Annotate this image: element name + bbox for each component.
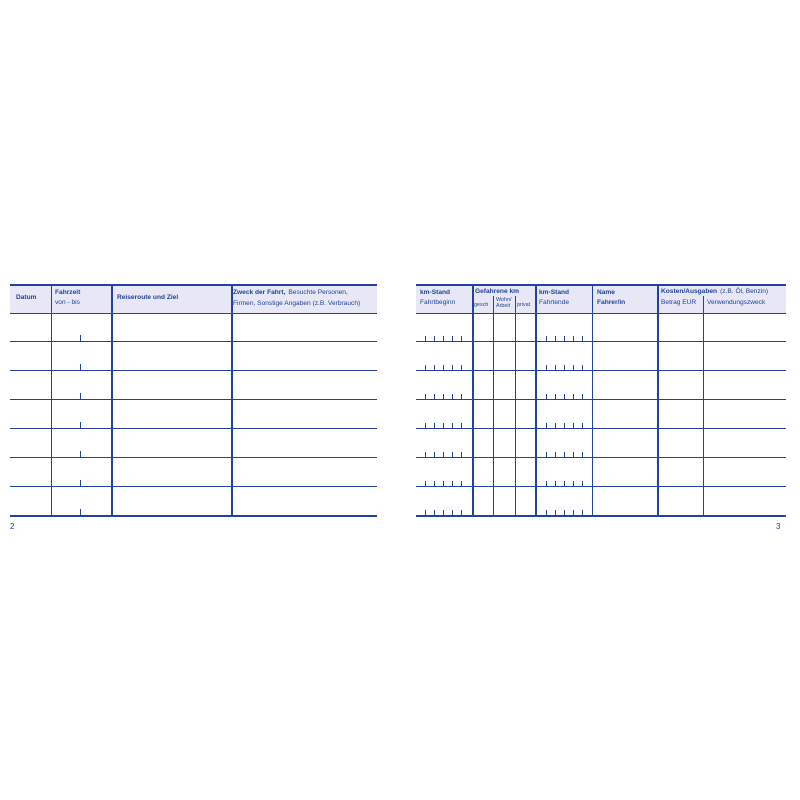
header-gefahrene-km: Gefahrene km <box>475 288 519 295</box>
table-row <box>10 342 377 371</box>
header-arbeit: Arbeit <box>496 303 511 309</box>
header-fahrzeit-sub: von - bis <box>55 299 80 306</box>
km-end-digit-tick <box>555 336 556 341</box>
header-zweck-detail: Besuchte Personen, <box>288 289 348 296</box>
km-end-digit-tick <box>573 510 574 515</box>
km-end-digit-tick <box>573 423 574 428</box>
fahrzeit-divider-tick <box>80 335 81 341</box>
km-start-digit-tick <box>425 510 426 515</box>
km-end-digit-tick <box>546 365 547 370</box>
header-zweck-title: Zweck der Fahrt, <box>233 289 286 296</box>
km-end-digit-tick <box>582 336 583 341</box>
km-start-digit-tick <box>443 423 444 428</box>
km-end-digit-tick <box>573 336 574 341</box>
header-kosten <box>661 288 768 296</box>
km-start-digit-tick <box>434 394 435 399</box>
km-start-digit-tick <box>461 452 462 457</box>
km-start-digit-tick <box>461 510 462 515</box>
km-end-digit-tick <box>582 423 583 428</box>
column-divider <box>657 284 659 517</box>
km-end-digit-tick <box>555 510 556 515</box>
right-page <box>400 0 800 800</box>
header-reiseroute: Reiseroute und Ziel <box>117 294 179 301</box>
km-end-digit-tick <box>564 510 565 515</box>
km-end-digit-tick <box>555 394 556 399</box>
km-end-digit-tick <box>564 423 565 428</box>
header-kosten-detail: (z.B. Öl, Benzin) <box>720 288 769 295</box>
km-start-digit-tick <box>461 336 462 341</box>
table-row <box>10 429 377 458</box>
km-start-digit-tick <box>425 365 426 370</box>
km-start-digit-tick <box>425 394 426 399</box>
header-km-end-sub: Fahrtende <box>539 299 570 306</box>
km-start-digit-tick <box>461 481 462 486</box>
km-start-digit-tick <box>443 481 444 486</box>
fahrzeit-divider-tick <box>80 509 81 515</box>
km-start-digit-tick <box>434 510 435 515</box>
header-km-start: km-Stand <box>420 289 451 296</box>
header-fahrzeit: Fahrzeit <box>55 289 81 296</box>
km-start-digit-tick <box>443 336 444 341</box>
km-start-digit-tick <box>425 481 426 486</box>
km-end-digit-tick <box>564 452 565 457</box>
km-start-digit-tick <box>452 394 453 399</box>
km-start-digit-tick <box>434 423 435 428</box>
page-number: 2 <box>10 522 15 531</box>
column-divider <box>472 284 474 517</box>
fahrzeit-divider-tick <box>80 393 81 399</box>
km-end-digit-tick <box>546 423 547 428</box>
fahrzeit-divider-tick <box>80 364 81 370</box>
km-end-digit-tick <box>564 481 565 486</box>
km-start-digit-tick <box>452 481 453 486</box>
km-end-digit-tick <box>582 481 583 486</box>
header-km-end: km-Stand <box>539 289 570 296</box>
km-start-digit-tick <box>425 423 426 428</box>
km-start-digit-tick <box>443 510 444 515</box>
page-number: 3 <box>776 522 781 531</box>
header-datum: Datum <box>16 294 37 301</box>
km-start-digit-tick <box>443 394 444 399</box>
km-end-digit-tick <box>546 510 547 515</box>
header-gesch: gesch <box>474 302 489 308</box>
km-end-digit-tick <box>555 423 556 428</box>
km-end-digit-tick <box>573 394 574 399</box>
fahrzeit-divider-tick <box>80 480 81 486</box>
header-betrag: Betrag EUR <box>661 299 697 306</box>
km-start-digit-tick <box>425 452 426 457</box>
km-end-digit-tick <box>555 481 556 486</box>
km-start-digit-tick <box>425 336 426 341</box>
km-start-digit-tick <box>461 423 462 428</box>
column-divider <box>231 284 233 517</box>
km-end-digit-tick <box>573 481 574 486</box>
header-km-start-sub: Fahrtbeginn <box>420 299 456 306</box>
km-end-digit-tick <box>582 510 583 515</box>
km-end-digit-tick <box>573 452 574 457</box>
header-zweck <box>233 289 348 297</box>
column-divider <box>535 284 537 517</box>
km-end-digit-tick <box>546 394 547 399</box>
km-end-digit-tick <box>564 394 565 399</box>
header-kosten-title: Kosten/Ausgaben <box>661 288 718 295</box>
subcolumn-divider <box>515 296 516 517</box>
header-wohn: Wohn/ <box>496 297 512 303</box>
km-end-digit-tick <box>546 452 547 457</box>
km-start-digit-tick <box>434 365 435 370</box>
table-row <box>10 371 377 400</box>
header-zweck-line2: Firmen, Sonstige Angaben (z.B. Verbrauch) <box>233 300 361 307</box>
km-start-digit-tick <box>434 336 435 341</box>
km-start-digit-tick <box>461 394 462 399</box>
km-end-digit-tick <box>573 365 574 370</box>
km-start-digit-tick <box>452 510 453 515</box>
km-end-digit-tick <box>555 365 556 370</box>
fahrzeit-divider-tick <box>80 422 81 428</box>
table-row <box>10 487 377 517</box>
km-start-digit-tick <box>443 365 444 370</box>
km-end-digit-tick <box>546 481 547 486</box>
table-row <box>10 400 377 429</box>
km-start-digit-tick <box>461 365 462 370</box>
trip-log-table-right <box>416 284 786 517</box>
km-end-digit-tick <box>555 452 556 457</box>
trip-log-table-left <box>10 284 377 517</box>
km-end-digit-tick <box>582 452 583 457</box>
km-end-digit-tick <box>582 365 583 370</box>
km-start-digit-tick <box>452 336 453 341</box>
column-divider <box>111 284 113 517</box>
km-start-digit-tick <box>452 423 453 428</box>
header-privat: privat <box>517 302 531 308</box>
table-row <box>10 314 377 342</box>
km-start-digit-tick <box>434 481 435 486</box>
km-end-digit-tick <box>582 394 583 399</box>
header-name-sub: Fahrer/in <box>597 299 626 306</box>
km-end-digit-tick <box>564 336 565 341</box>
header-verwendungszweck: Verwendungszweck <box>707 299 766 306</box>
subcolumn-divider <box>703 296 704 517</box>
column-divider <box>592 284 593 517</box>
subcolumn-divider <box>493 296 494 517</box>
table-row <box>10 458 377 487</box>
km-end-digit-tick <box>564 365 565 370</box>
km-start-digit-tick <box>452 365 453 370</box>
km-start-digit-tick <box>452 452 453 457</box>
header-name: Name <box>597 289 615 296</box>
fahrzeit-divider-tick <box>80 451 81 457</box>
column-divider <box>51 284 52 517</box>
km-start-digit-tick <box>434 452 435 457</box>
km-start-digit-tick <box>443 452 444 457</box>
km-end-digit-tick <box>546 336 547 341</box>
